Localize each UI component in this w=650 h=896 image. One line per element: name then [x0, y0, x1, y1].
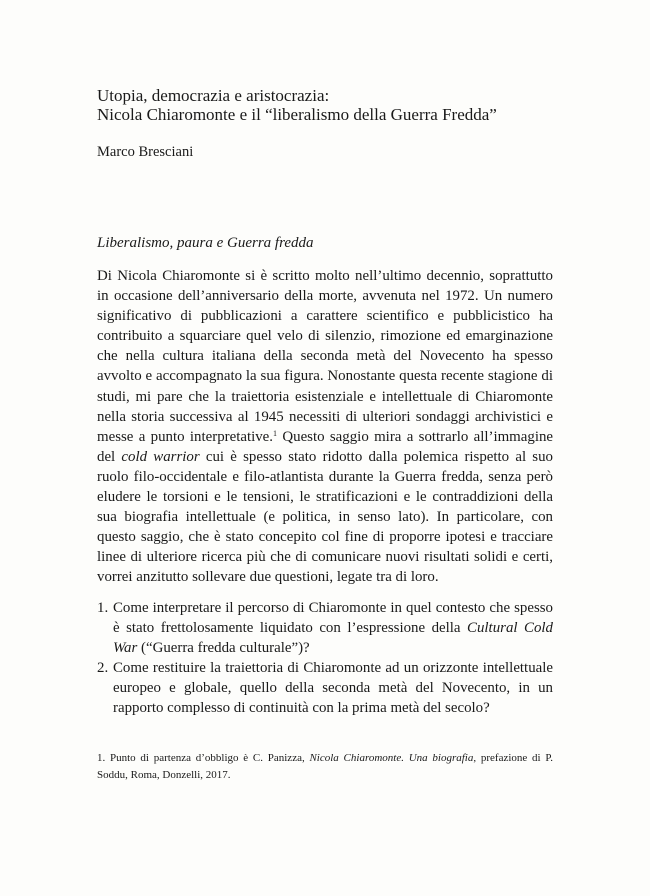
list-item-number: 1. [97, 600, 109, 616]
list-item-emphasis: Cultural Cold War [113, 620, 553, 657]
footnote-text: Punto di partenza d’obbligo è C. Panizza, [105, 752, 310, 764]
title-line-1: Utopia, democrazia e aristocrazia: [97, 86, 330, 105]
footnote-number: 1. [97, 752, 106, 764]
list-item-number: 2. [97, 660, 109, 677]
footnote-emphasis: Nicola Chiaromonte. Una biografia [309, 752, 474, 764]
author-name: Marco Bresciani [97, 144, 194, 160]
list-item [97, 598, 553, 658]
section-heading: Liberalismo, paura e Guerra fredda [97, 235, 314, 251]
paragraph-text-1: Di Nicola Chiaromonte si è scritto molto nell’ultimo decennio, soprattutto in occasione dell’anniversario della morte, avvenuta nel 1972. Un numero significativo di pubblicazioni a carattere scientifico e pubblicistico ha contribuito a squarciare quel velo di silenzio, rimozione ed emarginazione che nella cultura italiana della seconda metà del Novecento ha spesso avvolto e accompagnato la sua figura. Nonostante questa recente stagione di studi, mi pare che la traiettoria esistenziale e intellettuale di Chiaromonte nella storia successiva al 1945 necessiti di ulteriori sondaggi archivistici e messe a punto interpretative. [97, 268, 553, 445]
paragraph-text-2: Questo saggio mira a sottrarlo all’immagine del [97, 428, 554, 465]
article-title [97, 86, 567, 124]
question-list [97, 598, 553, 719]
footnote-text-end: , prefazione di P. Soddu, Roma, Donzelli, 2017. [97, 752, 553, 781]
footnote-reference[interactable]: 1 [273, 428, 278, 438]
list-item [97, 658, 553, 718]
paragraph-emphasis: cold warrior [121, 448, 200, 465]
paragraph-text-3: cui è spesso stato ridotto dalla polemica rispetto al suo ruolo filo-occidentale e filo-atlantista durante la Guerra fredda, senza però eludere le torsioni e le tensioni, le stratificazioni e le contraddizioni della sua biografia intellettuale (e politica, in senso lato). In particolare, con questo saggio, che è stato concepito col fine di proporre ipotesi e tracciare linee di ulteriore ricerca più che di comunicare nuovi risultati solidi e certi, vorrei anzitutto sollevare due questioni, legate tra di loro. [97, 448, 553, 586]
title-line-2: Nicola Chiaromonte e il “liberalismo della Guerra Fredda” [97, 105, 497, 124]
body-paragraph [97, 266, 553, 588]
list-item-text-end: (“Guerra fredda culturale”)? [137, 640, 310, 657]
list-item-text: Come restituire la traiettoria di Chiaromonte ad un orizzonte intellettuale europeo e globale, quello della seconda metà del Novecento, in un rapporto complesso di continuità con la prima metà del secolo? [113, 660, 553, 717]
list-item-text: Come interpretare il percorso di Chiaromonte in quel contesto che spesso è stato frettolosamente liquidato con l’espressione della [113, 600, 553, 637]
footnote [97, 750, 553, 784]
